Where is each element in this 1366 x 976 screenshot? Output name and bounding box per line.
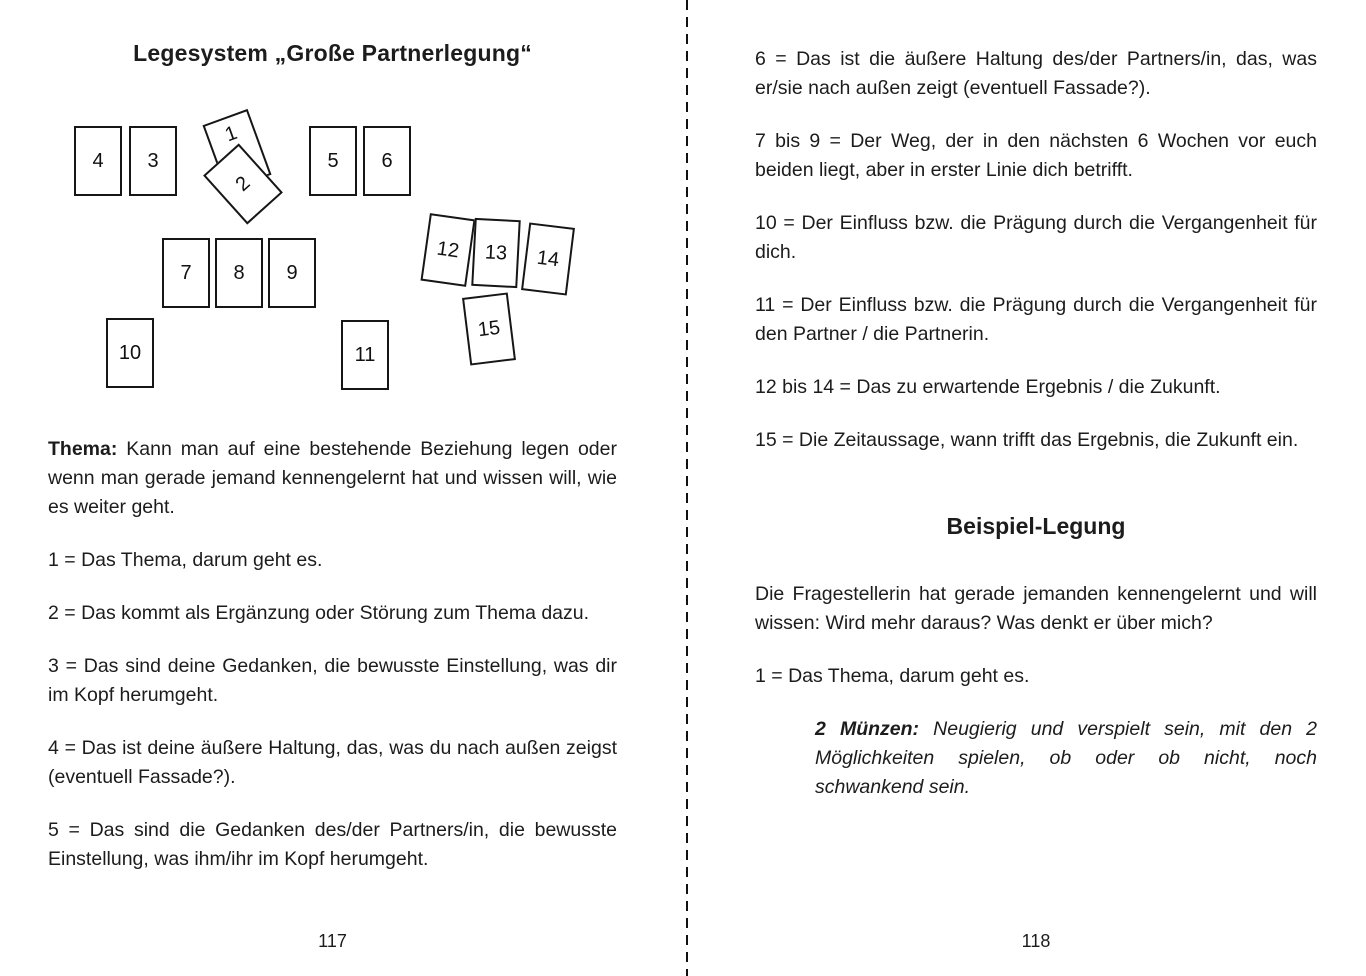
card-meaning-4: 4 = Das ist deine äußere Haltung, das, was du nach außen zeigst (eventuell Fassade?). bbox=[48, 737, 617, 788]
card-meaning-10: 10 = Der Einfluss bzw. die Prägung durch die Vergangenheit für dich. bbox=[755, 212, 1317, 263]
card-layout-diagram bbox=[0, 0, 686, 415]
page-number-right: 118 bbox=[1021, 931, 1051, 951]
card-meaning-5: 5 = Das sind die Gedanken des/der Partners/in, die bewusste Einstellung, was ihm/ihr im Kopf herumgeht. bbox=[48, 819, 617, 870]
card-5 bbox=[309, 126, 357, 196]
card-number: 12 bbox=[435, 237, 461, 262]
card-meaning-11: 11 = Der Einfluss bzw. die Prägung durch die Vergangenheit für den Partner / die Partnerin. bbox=[755, 294, 1317, 345]
card-8 bbox=[215, 238, 263, 308]
card-number: 10 bbox=[118, 341, 142, 364]
card-7 bbox=[162, 238, 210, 308]
card-number: 11 bbox=[354, 343, 376, 366]
page-118 bbox=[688, 0, 1366, 976]
card-13 bbox=[471, 218, 520, 288]
card-number: 6 bbox=[381, 149, 393, 172]
page-number-left: 117 bbox=[318, 931, 347, 951]
card-meaning-2: 2 = Das kommt als Ergänzung oder Störung zum Thema dazu. bbox=[48, 602, 590, 624]
card-6 bbox=[363, 126, 411, 196]
card-number: 1 bbox=[222, 121, 241, 147]
card-meaning-3: 3 = Das sind deine Gedanken, die bewusste Einstellung, was dir im Kopf herumgeht. bbox=[48, 655, 617, 706]
card-meaning-6: 6 = Das ist die äußere Haltung des/der Partners/in, das, was er/sie nach außen zeigt (eventuell Fassade?). bbox=[755, 48, 1317, 99]
card-3 bbox=[129, 126, 177, 196]
thema-text: Kann man auf eine bestehende Beziehung legen oder wenn man gerade jemand kennengelernt hat und wissen will, wie es weiter geht. bbox=[48, 438, 617, 518]
card-15 bbox=[462, 292, 516, 365]
card-meaning-15: 15 = Die Zeitaussage, wann trifft das Ergebnis, die Zukunft ein. bbox=[755, 429, 1299, 451]
example-intro: Die Fragestellerin hat gerade jemanden kennengelernt und will wissen: Wird mehr daraus? Was denkt er über mich? bbox=[755, 583, 1317, 634]
card-number: 2 bbox=[231, 171, 255, 196]
card-meaning-7-9: 7 bis 9 = Der Weg, der in den nächsten 6 Wochen vor euch beiden liegt, aber in erster Linie dich betrifft. bbox=[755, 130, 1317, 181]
card-14 bbox=[521, 222, 575, 295]
muenzen-text: Neugierig und verspielt sein, mit den 2 Möglichkeiten spielen, ob oder ob nicht, noch schwankend sein. bbox=[815, 718, 1317, 798]
card-number: 9 bbox=[286, 261, 298, 284]
muenzen-label: 2 Münzen: bbox=[815, 718, 920, 740]
muenzen-paragraph bbox=[815, 715, 1317, 802]
thema-paragraph bbox=[48, 435, 617, 522]
example-heading: Beispiel-Legung bbox=[946, 513, 1126, 539]
card-number: 3 bbox=[147, 149, 159, 172]
card-number: 15 bbox=[476, 316, 502, 341]
card-10 bbox=[106, 318, 154, 388]
card-number: 5 bbox=[327, 149, 339, 172]
card-11 bbox=[341, 320, 389, 390]
card-number: 8 bbox=[233, 261, 245, 284]
example-item-1: 1 = Das Thema, darum geht es. bbox=[755, 665, 1030, 687]
card-9 bbox=[268, 238, 316, 308]
card-12 bbox=[420, 213, 475, 287]
card-number: 7 bbox=[180, 261, 192, 284]
card-meaning-1: 1 = Das Thema, darum geht es. bbox=[48, 549, 323, 571]
card-4 bbox=[74, 126, 122, 196]
card-meaning-12-14: 12 bis 14 = Das zu erwartende Ergebnis / die Zukunft. bbox=[755, 376, 1221, 398]
card-number: 4 bbox=[92, 149, 104, 172]
page-title: Legesystem „Große Partnerlegung“ bbox=[133, 40, 532, 66]
thema-label: Thema: bbox=[48, 438, 118, 460]
card-number: 13 bbox=[484, 240, 508, 265]
card-number: 14 bbox=[535, 246, 561, 271]
